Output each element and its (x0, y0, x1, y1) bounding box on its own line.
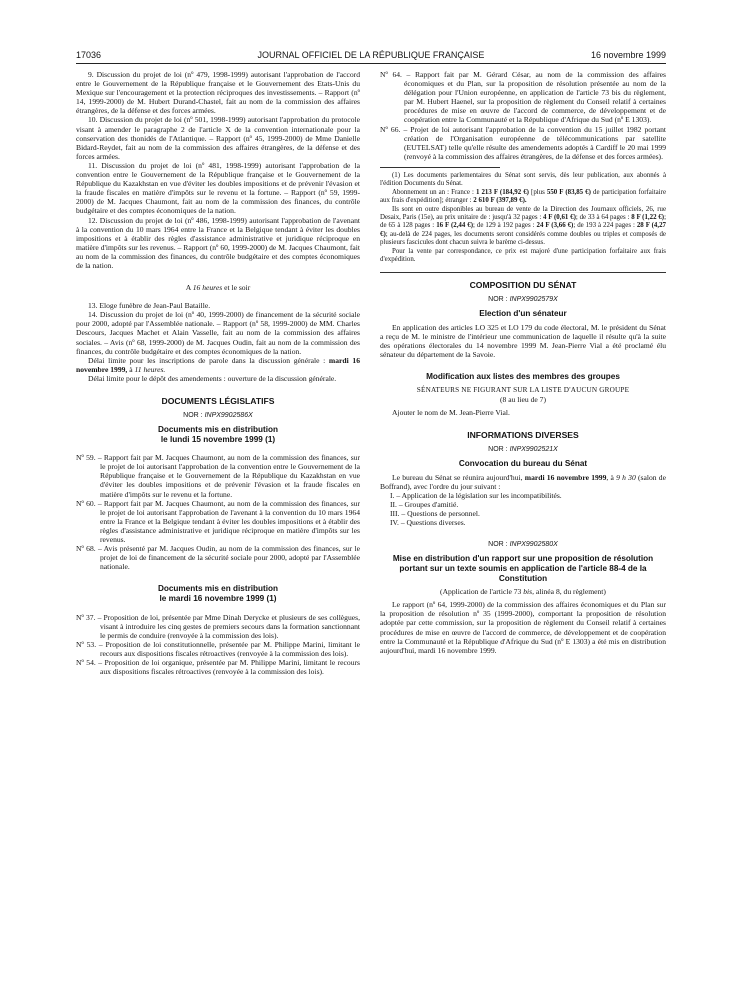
agenda-item: 12. Discussion du projet de loi (nº 486, 1998-1999) autorisant l'approbation de l'avenant à la convention du 10 mars 1964 entre la France et la Belgique tendant à éviter les doubles impositions et à établir des règles d'assistance administrative et juridique réciproque en matière d'impôts sur les revenus. – Rapport (nº 60, 1999-2000) de M. Jacques Chaumont, fait au nom de la commission des finances, du contrôle budgétaire et des comptes économiques de la nation. (76, 215, 360, 270)
nor-reference: NOR : INPX9902586X (183, 412, 253, 419)
header-rule (76, 63, 666, 64)
agenda-line: III. – Questions de personnel. (390, 509, 480, 519)
section-title-composition: COMPOSITION DU SÉNAT (469, 280, 577, 291)
group-count: (8 au lieu de 7) (500, 395, 546, 405)
footnote-prices: Ils sont en outre disponibles au bureau de vente de la Direction des Journaux officiels, 26, rue Desaix, Paris (15e), au prix unitaire de : jusqu'à 32 pages : 4 F (0,61 €); de 33 à 64 pages : 8 F (1,22 €); de 65 à 128 pages : 16 F (2,44 €); de 129 à 192 pages : 24 F (3,66 €); de 193 à 224 pages : 28 F (4,27 €); au-delà de 224 pages, les documents seront considérés comme doubles ou triples et composés de plusieurs fascicules dont chacun suivra le barème ci-dessus. (380, 205, 666, 247)
election-text: En application des articles LO 325 et LO 179 du code électoral, M. le président du Sénat a reçu de M. le ministre de l'intérieur une communication de laquelle il résulte qu'à la suite des opérations électorales du 14 novembre 1999 M. Jean-Pierre Vial a été proclamé élu sénateur du département de la Savoie. (380, 323, 666, 360)
distribution-text: Le rapport (nº 64, 1999-2000) de la commission des affaires économiques et du Plan sur la proposition de résolution nº 35 (1999-2000), comportant la proposition de résolution adoptée par cette commission, sur la proposition de règlement du Conseil relatif à certaines procédures de mise en œuvre de l'accord de commerce, de développement et de coopération entre la Communauté et la République d'Afrique du Sud (nº E 1303) a été mis en distribution aujourd'hui, mardi 16 novembre 1999. (380, 600, 666, 655)
convocation-title: Convocation du bureau du Sénat (458, 459, 588, 469)
footnote-text: (1) Les documents parlementaires du Sénat sont servis, dès leur publication, aux abonnés à l'édition Documents du Sénat. (380, 171, 666, 188)
modification-title: Modification aux listes des membres des groupes (426, 372, 620, 382)
nor-reference: NOR : INPX9902521X (488, 446, 558, 454)
agenda-item: 13. Eloge funèbre de Jean-Paul Bataille. (88, 301, 211, 311)
document-entry: Nº 37. – Proposition de loi, présentée par Mme Dinah Derycke et plusieurs de ses collègues, visant à introduire les cinq gestes de premiers secours dans la formation sanctionnant le permis de conduire (renvoyée à la commission des lois). (76, 612, 360, 640)
documents-list-day2 (76, 613, 360, 677)
agenda-line: II. – Groupes d'amitié. (390, 500, 459, 510)
header-date: 16 novembre 1999 (590, 50, 666, 60)
document-entry: Nº 68. – Avis présenté par M. Jacques Oudin, au nom de la commission des finances, sur le projet de loi de financement de la sécurité sociale pour 2000, adopté par l'Assemblée nationale. (76, 544, 360, 572)
agenda-item: 10. Discussion du projet de loi (nº 501, 1998-1999) autorisant l'approbation du protocole visant à amender le paragraphe 2 de l'article X de la convention internationale pour la conservation des thonidés de l'Atlantique. – Rapport (nº 45, 1999-2000) de Mme Danielle Bidard-Reydet, fait au nom de la commission des affaires étrangères, de la défense et des forces armées. (76, 115, 360, 161)
nor-reference: NOR : INPX9902579X (488, 296, 558, 304)
nor-reference: NOR : INPX9902580X (488, 541, 558, 549)
group-caption: SÉNATEURS NE FIGURANT SUR LA LISTE D'AUCUN GROUPE (416, 385, 630, 394)
deadline-amendments: Délai limite pour le dépôt des amendements : ouverture de la discussion générale. (88, 373, 337, 383)
footnote-rule (380, 167, 500, 168)
agenda-item: 9. Discussion du projet de loi (nº 479, 1998-1999) autorisant l'approbation de l'accord entre le Gouvernement de la République française et le Gouvernement des Etats-Unis du Mexique sur l'encouragement et la protection réciproques des investissements. – Rapport (nº 14, 1999-2000) de M. Hubert Durand-Chastel, fait au nom de la commission des affaires étrangères, de la défense et des forces armées. (76, 70, 360, 116)
agenda-line: IV. – Questions diverses. (390, 518, 466, 528)
evening-session-heading: A 16 heures et le soir (185, 283, 251, 293)
journal-title: JOURNAL OFFICIEL DE LA RÉPUBLIQUE FRANÇAISE (257, 50, 485, 60)
document-entry: Nº 66. – Projet de loi autorisant l'approbation de la convention du 15 juillet 1982 portant création de l'Organisation européenne de télécommunications par satellite (EUTELSAT) telle qu'elle résulte des amendements adoptés à Cardiff le 20 mai 1999 (renvoyé à la commission des affaires étrangères, de la défense et des forces armées). (380, 124, 666, 161)
subsection-title: Documents mis en distribution le mardi 16 novembre 1999 (1) (157, 584, 279, 603)
modification-text: Ajouter le nom de M. Jean-Pierre Vial. (392, 408, 510, 418)
agenda-item: 11. Discussion du projet de loi (nº 481, 1998-1999) autorisant l'approbation de la convention entre le Gouvernement de la République française et le Gouvernement de la République du Kazakhstan en vue d'éviter les doubles impositions et de prévenir l'évasion et la fraude fiscales en matière d'impôts sur le revenu et la fortune. – Rapport (nº 59, 1999-2000) de M. Jacques Chaumont, fait au nom de la commission des finances, du contrôle budgétaire et des comptes économiques de la nation. (76, 160, 360, 216)
documents-list-day1 (76, 453, 360, 571)
election-title: Election d'un sénateur (479, 309, 567, 319)
footnote-subscription: Abonnement un an : France : 1 213 F (184,92 €) [plus 550 F (83,85 €) de participation forfaitaire aux frais d'expédition]; étranger : 2 610 F (397,89 €). (380, 188, 667, 205)
footnote-text: Pour la vente par correspondance, ce prix est majoré d'une participation forfaitaire aux frais d'expédition. (380, 247, 666, 263)
distribution-title: Mise en distribution d'un rapport sur une proposition de résolution portant sur un texte soumis en application de l'article 88-4 de la Constitution (392, 554, 654, 583)
convocation-text: Le bureau du Sénat se réunira aujourd'hui, mardi 16 novembre 1999, à 9 h 30 (salon de Boffrand), avec l'ordre du jour suivant : (380, 472, 666, 491)
document-entry: Nº 64. – Rapport fait par M. Gérard César, au nom de la commission des affaires économiques et du Plan, sur la proposition de résolution présentée au nom de la délégation pour l'Union européenne, en application de l'article 73 bis du règlement, par M. Hubert Haenel, sur la proposition de règlement du Conseil relatif à certaines procédures de mise en œuvre de l'accord de commerce, de développement et de coopération entre la Communauté et la République d'Afrique du Sud (nº E 1303). (380, 70, 666, 125)
page-header (76, 50, 666, 64)
agenda-item: 14. Discussion du projet de loi (nº 40, 1999-2000) de financement de la sécurité sociale pour 2000, adopté par l'Assemblée nationale. – Rapport (nº 58, 1999-2000) de MM. Charles Descours, Jacques Machet et Alain Vasselle, fait au nom de la commission des affaires sociales. – Avis (nº 68, 1999-2000) de M. Jacques Oudin, fait au nom de la commission des finances, du contrôle budgétaire et des comptes économiques de la nation. (76, 310, 360, 356)
section-divider (380, 272, 666, 273)
document-entry: Nº 53. – Proposition de loi constitutionnelle, présentée par M. Philippe Marini, limitant le recours aux dispositions fiscales rétroactives (renvoyée à la commission des lois). (76, 639, 360, 658)
agenda-line: I. – Application de la législation sur les incompatibilités. (390, 491, 562, 501)
subsection-title: Documents mis en distribution le lundi 15 novembre 1999 (1) (157, 425, 279, 444)
section-title-informations: INFORMATIONS DIVERSES (467, 430, 579, 441)
distribution-subtitle: (Application de l'article 73 bis, alinéa 8, du règlement) (440, 587, 606, 597)
page-number: 17036 (76, 50, 102, 60)
document-entry: Nº 59. – Rapport fait par M. Jacques Chaumont, au nom de la commission des finances, sur le projet de loi autorisant l'approbation de la convention entre le Gouvernement de la République française et le Gouvernement de la République du Kazakhstan en vue d'éviter les doubles impositions et de prévenir l'évasion et la fraude fiscales en matière d'impôts sur le revenu et la fortune. (76, 453, 360, 499)
document-entry: Nº 60. – Rapport fait par M. Jacques Chaumont, au nom de la commission des finances, sur le projet de loi autorisant l'approbation de l'avenant à la convention du 10 mars 1964 entre la France et la Belgique tendant à éviter les doubles impositions et à établir des règles d'assistance administrative et juridique réciproque en matière d'impôts sur les revenus. (76, 498, 360, 545)
left-column (76, 70, 360, 676)
section-title-documents: DOCUMENTS LÉGISLATIFS (161, 396, 275, 406)
right-column (380, 70, 666, 655)
convocation-agenda (380, 491, 666, 527)
document-entry: Nº 54. – Proposition de loi organique, présentée par M. Philippe Marini, limitant le recours aux dispositions fiscales rétroactives (renvoyée à la commission des lois). (76, 658, 360, 677)
footnote-block (380, 172, 666, 264)
deadline-speakers: Délai limite pour les inscriptions de parole dans la discussion générale : mardi 16 novembre 1999, à 11 heures. (76, 355, 361, 374)
